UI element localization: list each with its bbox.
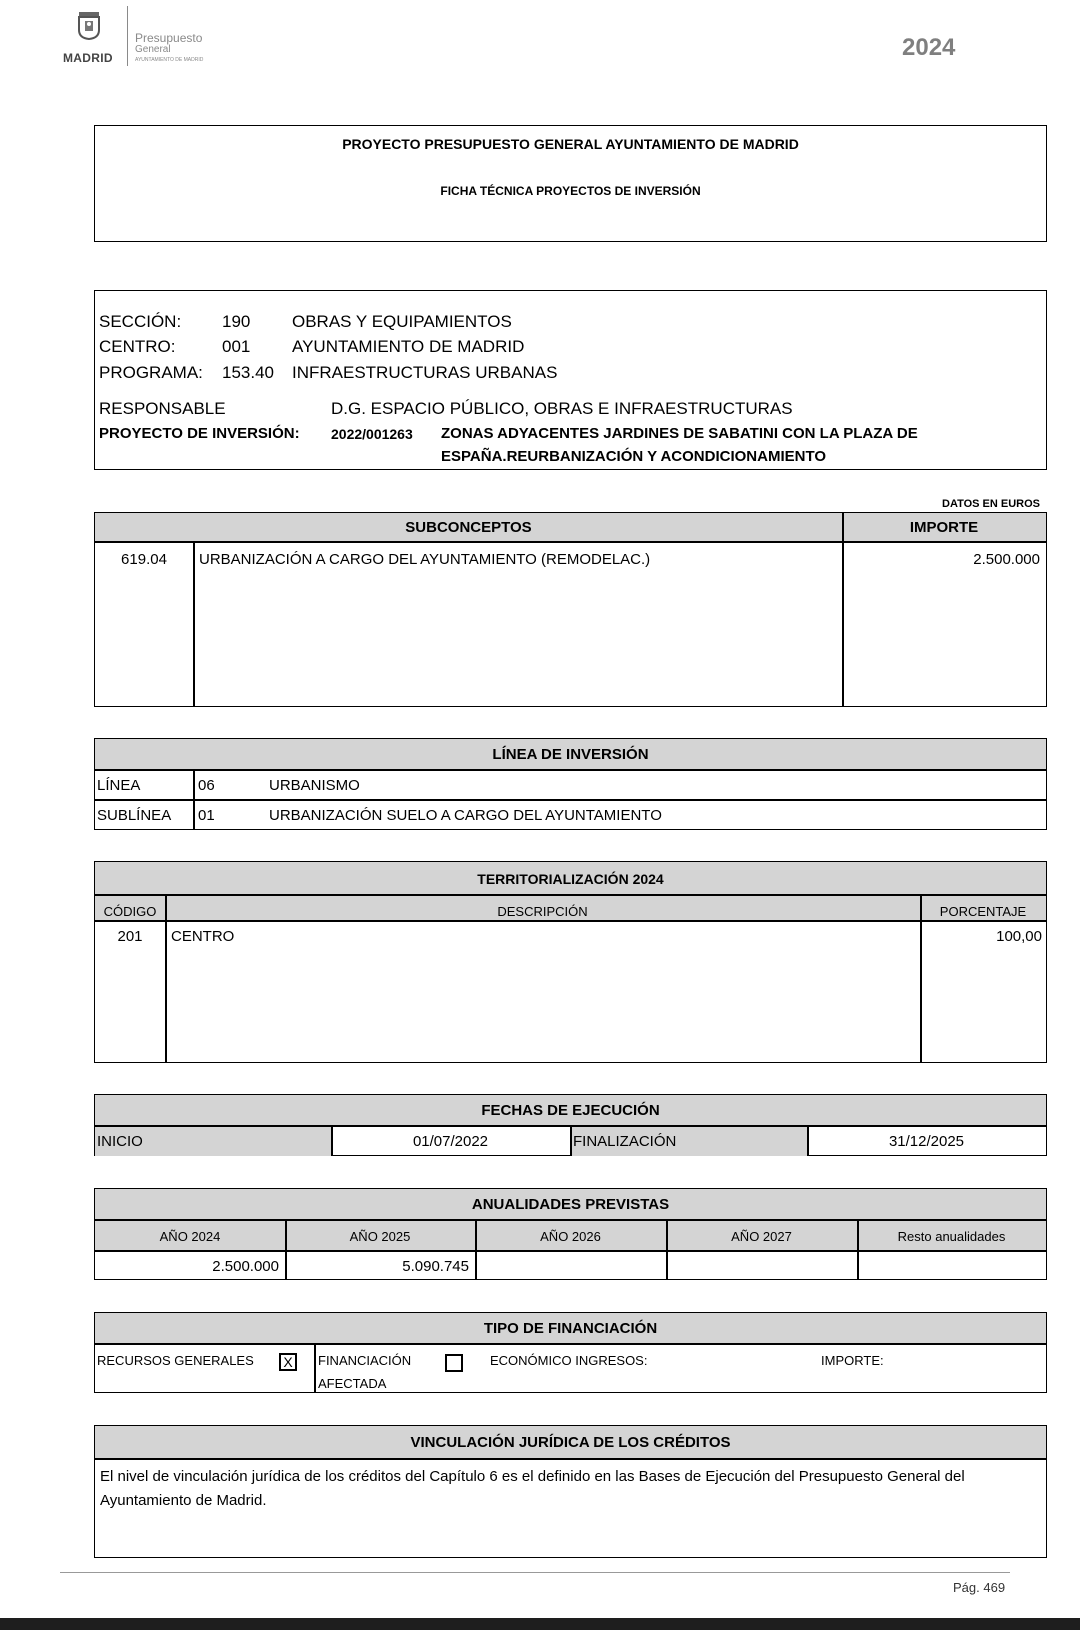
- subconceptos-table: [94, 512, 1047, 707]
- sublinea-name: URBANIZACIÓN SUELO A CARGO DEL AYUNTAMIENTO: [269, 807, 662, 824]
- importe-label: IMPORTE:: [821, 1353, 884, 1368]
- logo-text: MADRID: [63, 51, 113, 65]
- proyecto-code: 2022/001263: [331, 426, 413, 442]
- anualidad-header-2026: AÑO 2026: [540, 1229, 601, 1244]
- financiacion-afectada-label-1: FINANCIACIÓN: [318, 1353, 412, 1368]
- centro-code: 001: [222, 337, 251, 356]
- anualidad-value-2025: 5.090.745: [402, 1258, 469, 1275]
- anualidades-header-rule: [95, 1250, 1046, 1252]
- proyecto-name-1: ZONAS ADYACENTES JARDINES DE SABATINI CON LA PLAZA DE: [441, 425, 918, 442]
- programa-code: 153.40: [222, 363, 274, 382]
- datos-en-euros: DATOS EN EUROS: [942, 498, 1040, 510]
- vinculacion-text-2: Ayuntamiento de Madrid.: [100, 1492, 267, 1509]
- title-box: [94, 125, 1047, 242]
- fin-value: 31/12/2025: [888, 1133, 965, 1150]
- document-subtitle: FICHA TÉCNICA PROYECTOS DE INVERSIÓN: [440, 184, 701, 198]
- vinculacion-text-1: El nivel de vinculación jurídica de los créditos del Capítulo 6 es el definido en las Bases de Ejecución del Presupuesto General del: [100, 1468, 965, 1485]
- territorializacion-title: TERRITORIALIZACIÓN 2024: [477, 871, 664, 887]
- territorializacion-col-rule-1: [165, 894, 167, 1063]
- territorio-code: 201: [117, 928, 143, 945]
- col-codigo: CÓDIGO: [103, 904, 157, 919]
- vinculacion-title: VINCULACIÓN JURÍDICA DE LOS CRÉDITOS: [410, 1434, 731, 1451]
- project-info-box: [94, 290, 1047, 470]
- inicio-value: 01/07/2022: [412, 1133, 489, 1150]
- proyecto-name-2: ESPAÑA.REURBANIZACIÓN Y ACONDICIONAMIENTO: [441, 448, 827, 465]
- budget-year: 2024: [902, 34, 956, 61]
- linea-col-rule: [193, 769, 195, 830]
- sublinea-label: SUBLÍNEA: [97, 807, 172, 824]
- fechas-col-rule-2: [570, 1125, 572, 1156]
- seccion-code: 190: [222, 312, 251, 331]
- subconcepto-code: 619.04: [121, 551, 167, 568]
- fechas-table: [94, 1094, 1047, 1156]
- centro-label: CENTRO:: [99, 337, 176, 356]
- economico-ingresos-label: ECONÓMICO INGRESOS:: [490, 1353, 648, 1368]
- anualidad-header-resto: Resto anualidades: [897, 1229, 1006, 1244]
- subconceptos-header: SUBCONCEPTOS: [405, 519, 532, 536]
- footer-rule: [60, 1572, 1010, 1573]
- financiacion-table: [94, 1312, 1047, 1393]
- logo-divider: [127, 6, 128, 66]
- centro-name: AYUNTAMIENTO DE MADRID: [292, 337, 525, 356]
- col-porcentaje: PORCENTAJE: [939, 904, 1027, 919]
- subconceptos-col-rule-1: [193, 541, 195, 707]
- financiacion-col-rule: [314, 1343, 316, 1393]
- territorio-pct: 100,00: [996, 928, 1042, 945]
- anualidad-header-2027: AÑO 2027: [731, 1229, 792, 1244]
- vinculacion-header-rule: [95, 1458, 1046, 1460]
- responsable-name: D.G. ESPACIO PÚBLICO, OBRAS E INFRAESTRUCTURAS: [331, 399, 793, 418]
- recursos-generales-checkbox[interactable]: [279, 1353, 297, 1371]
- seccion-name: OBRAS Y EQUIPAMIENTOS: [292, 312, 512, 331]
- territorializacion-table: [94, 861, 1047, 1063]
- subconceptos-header-rule: [95, 541, 1046, 543]
- territorializacion-title-rule: [95, 894, 1046, 896]
- brand-line-2: General: [135, 44, 171, 55]
- inicio-label: INICIO: [97, 1133, 143, 1150]
- financiacion-title: TIPO DE FINANCIACIÓN: [483, 1320, 658, 1337]
- linea-label: LÍNEA: [97, 777, 141, 794]
- recursos-generales-label: RECURSOS GENERALES: [97, 1353, 254, 1368]
- programa-label: PROGRAMA:: [99, 363, 203, 382]
- territorializacion-header-rule: [95, 920, 1046, 922]
- page-number: Pág. 469: [953, 1580, 1006, 1595]
- sublinea-code: 01: [198, 807, 215, 824]
- anualidades-title: ANUALIDADES PREVISTAS: [471, 1196, 670, 1213]
- col-descripcion: DESCRIPCIÓN: [497, 904, 588, 919]
- linea-inversion-table: [94, 738, 1047, 830]
- checkbox-mark: X: [283, 1354, 293, 1370]
- anualidad-header-2024: AÑO 2024: [159, 1229, 221, 1244]
- fin-label: FINALIZACIÓN: [573, 1133, 677, 1150]
- brand-line-3: AYUNTAMIENTO DE MADRID: [135, 57, 204, 63]
- document-title: PROYECTO PRESUPUESTO GENERAL AYUNTAMIENTO DE MADRID: [342, 136, 799, 152]
- bottom-bar: [0, 1618, 1080, 1630]
- linea-header-rule: [95, 769, 1046, 771]
- subconceptos-col-rule-2: [842, 513, 844, 707]
- anualidades-table: [94, 1188, 1047, 1280]
- vinculacion-table: [94, 1425, 1047, 1558]
- subconcepto-importe: 2.500.000: [973, 551, 1040, 568]
- financiacion-afectada-checkbox[interactable]: [445, 1354, 463, 1372]
- programa-name: INFRAESTRUCTURAS URBANAS: [292, 363, 558, 382]
- importe-header: IMPORTE: [909, 519, 979, 536]
- territorio-desc: CENTRO: [171, 928, 235, 945]
- linea-title: LÍNEA DE INVERSIÓN: [492, 746, 649, 763]
- responsable-label: RESPONSABLE: [99, 399, 226, 418]
- brand-line-1: Presupuesto: [135, 31, 203, 45]
- seccion-label: SECCIÓN:: [99, 312, 182, 331]
- anualidades-title-rule: [95, 1219, 1046, 1221]
- linea-code: 06: [198, 777, 215, 794]
- financiacion-afectada-label-2: AFECTADA: [318, 1376, 387, 1391]
- linea-name: URBANISMO: [269, 777, 360, 794]
- subconcepto-desc: URBANIZACIÓN A CARGO DEL AYUNTAMIENTO (REMODELAC.): [199, 551, 651, 568]
- proyecto-label: PROYECTO DE INVERSIÓN:: [99, 425, 300, 442]
- fechas-title: FECHAS DE EJECUCIÓN: [481, 1102, 660, 1119]
- linea-row-rule: [95, 799, 1046, 801]
- territorializacion-col-rule-2: [920, 894, 922, 1063]
- anualidad-value-2024: 2.500.000: [212, 1258, 279, 1275]
- madrid-crest-icon: [76, 10, 102, 40]
- anualidad-header-2025: AÑO 2025: [349, 1229, 411, 1244]
- financiacion-header-rule: [95, 1343, 1046, 1345]
